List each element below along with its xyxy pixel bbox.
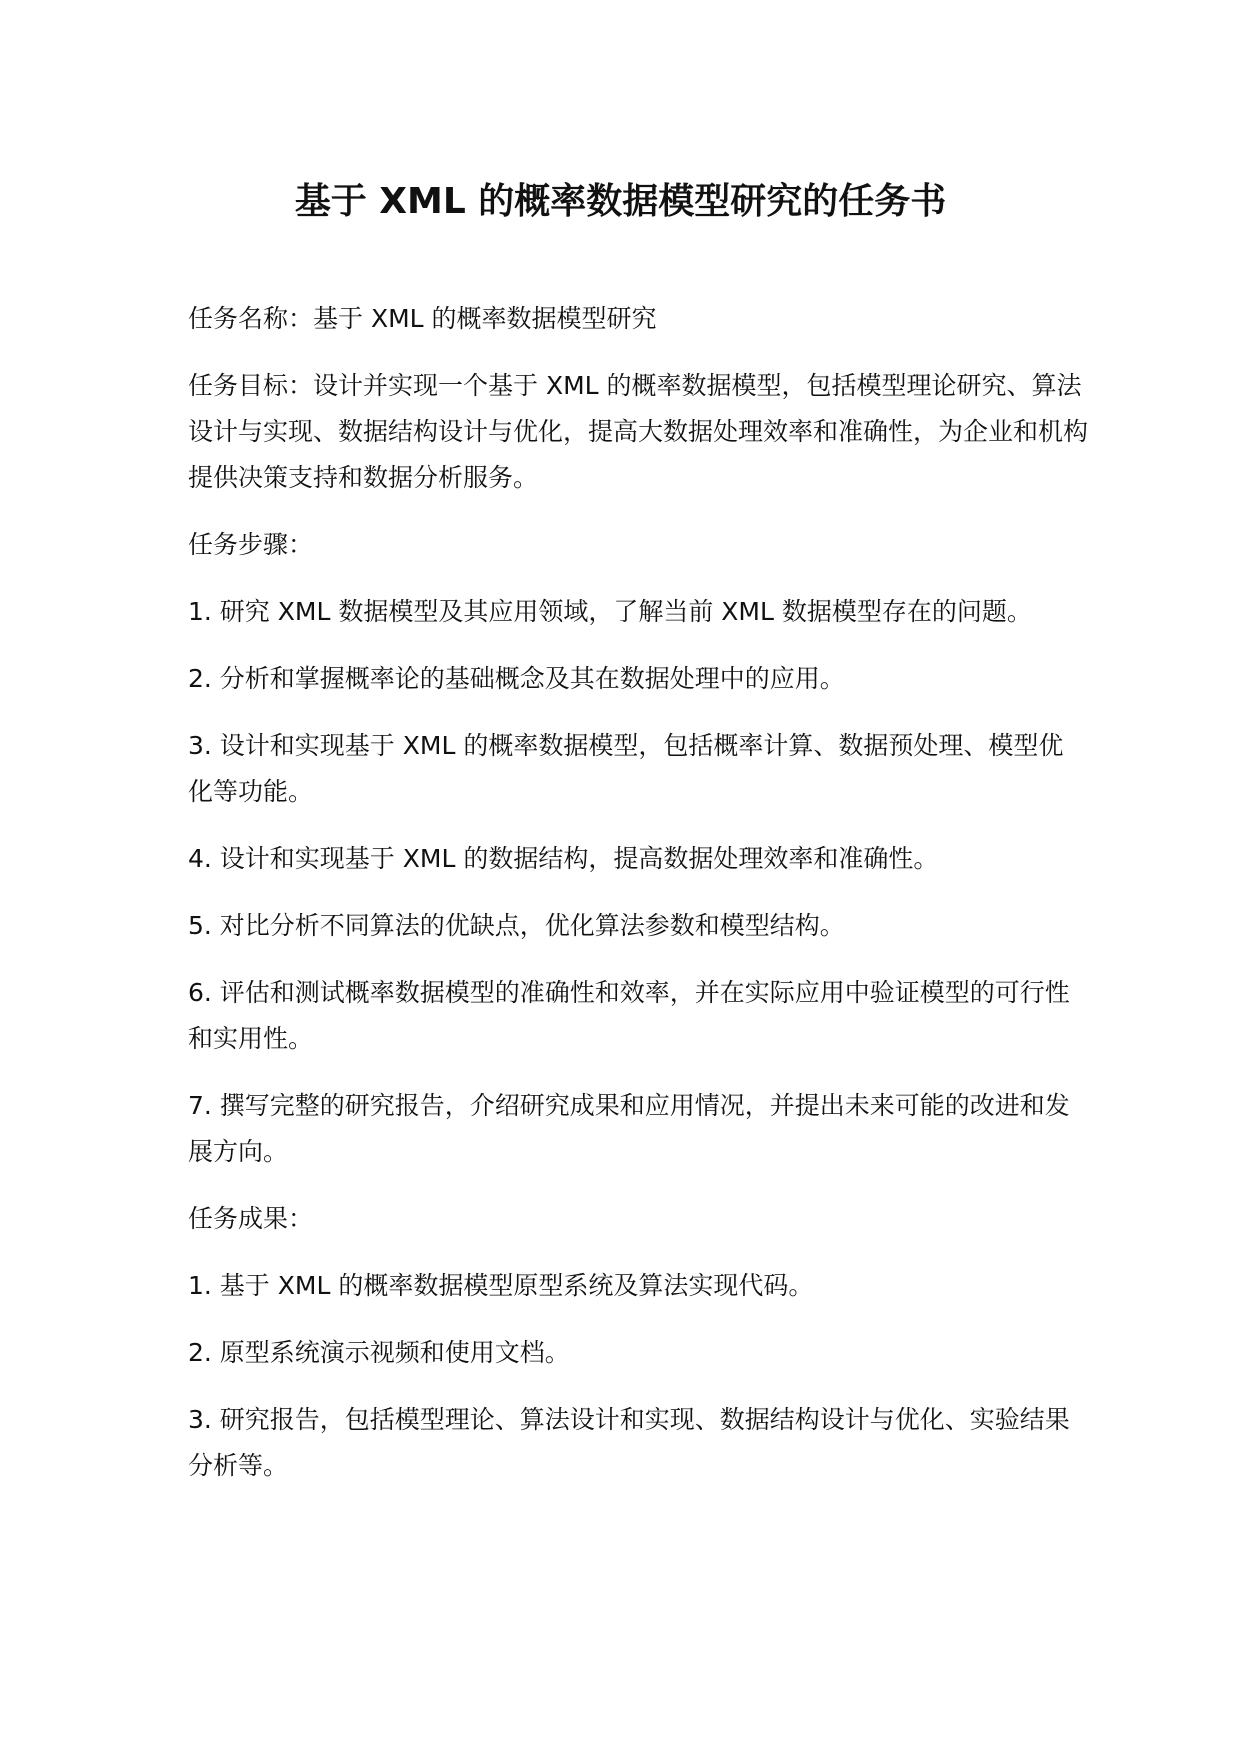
- task-results-heading: 任务成果：: [188, 1204, 314, 1233]
- step-item: 2. 分析和掌握概率论的基础概念及其在数据处理中的应用。: [188, 664, 845, 693]
- result-item: 2. 原型系统演示视频和使用文档。: [188, 1338, 570, 1367]
- result-item: 3. 研究报告，包括模型理论、算法设计和实现、数据结构设计与优化、实验结果分析等。: [188, 1405, 1070, 1480]
- step-item: 6. 评估和测试概率数据模型的准确性和效率，并在实际应用中验证模型的可行性和实用性。: [188, 978, 1070, 1053]
- result-item: 1. 基于 XML 的概率数据模型原型系统及算法实现代码。: [188, 1271, 814, 1300]
- step-item: 5. 对比分析不同算法的优缺点，优化算法参数和模型结构。: [188, 911, 845, 940]
- task-goal-paragraph: 任务目标：设计并实现一个基于 XML 的概率数据模型，包括模型理论研究、算法设计与实现、数据结构设计与优化，提高大数据处理效率和准确性，为企业和机构提供决策支持和数据分析服务。: [188, 371, 1089, 492]
- step-item: 7. 撰写完整的研究报告，介绍研究成果和应用情况，并提出未来可能的改进和发展方向。: [188, 1091, 1070, 1166]
- step-item: 4. 设计和实现基于 XML 的数据结构，提高数据处理效率和准确性。: [188, 844, 939, 873]
- document-title: 基于 XML 的概率数据模型研究的任务书: [294, 181, 947, 222]
- task-name-paragraph: 任务名称：基于 XML 的概率数据模型研究: [188, 304, 657, 333]
- task-steps-heading: 任务步骤：: [188, 530, 314, 559]
- step-item: 1. 研究 XML 数据模型及其应用领域，了解当前 XML 数据模型存在的问题。: [188, 597, 1032, 626]
- document-body: [188, 296, 1088, 1510]
- step-item: 3. 设计和实现基于 XML 的概率数据模型，包括概率计算、数据预处理、模型优化等功能。: [188, 731, 1064, 806]
